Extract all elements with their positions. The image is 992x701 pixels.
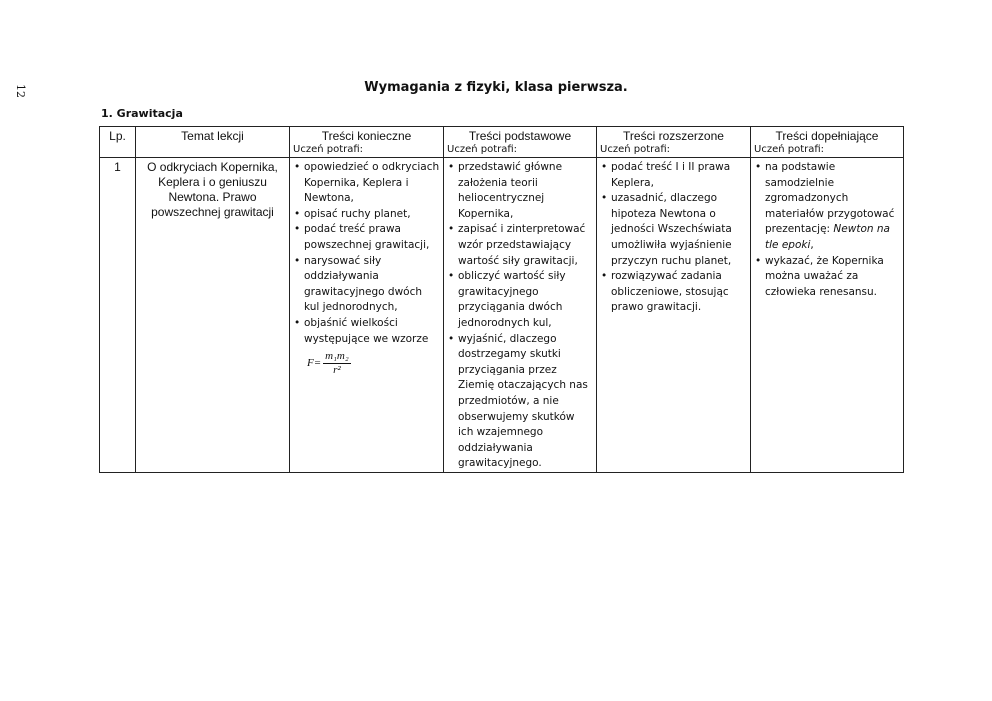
list-item: • rozwiązywać zadania obliczeniowe, stosując prawo grawitacji.	[600, 269, 747, 316]
rozszerzone-cell	[597, 158, 751, 473]
header-podstawowe: Treści podstawowe Uczeń potrafi:	[444, 127, 597, 158]
document-title: Wymagania z fizyki, klasa pierwsza.	[364, 80, 628, 95]
header-dopelniajace: Treści dopełniające Uczeń potrafi:	[751, 127, 904, 158]
list-item: • wyjaśnić, dlaczego dostrzegamy skutki przyciągania przez Ziemię otaczających nas przedmiotów, a nie obserwujemy skutków ich wzajemnego oddziaływania grawitacyjnego.	[447, 332, 593, 472]
section-heading: 1. Grawitacja	[101, 107, 183, 120]
lesson-topic: O odkryciach Kopernika, Keplera i o geniuszu Newtona. Prawo powszechnej grawitacji	[136, 158, 290, 473]
list-item: • podać treść prawa powszechnej grawitacji,	[293, 222, 440, 253]
header-sub: Uczeń potrafi:	[600, 144, 671, 155]
header-lp: Lp.	[100, 127, 136, 158]
list-item: • opisać ruchy planet,	[293, 207, 440, 223]
formula-lhs: F=	[307, 357, 322, 370]
requirements-table	[99, 126, 904, 473]
dopelniajace-cell	[751, 158, 904, 473]
konieczne-cell	[290, 158, 444, 473]
header-sub: Uczeń potrafi:	[293, 144, 364, 155]
list-item: • uzasadnić, dlaczego hipoteza Newtona o jedności Wszechświata umożliwiła wyjaśnienie przyczyn ruchu planet,	[600, 191, 747, 269]
list-item: • zapisać i zinterpretować wzór przedstawiający wartość siły grawitacji,	[447, 222, 593, 269]
list-item: • przedstawić główne założenia teorii heliocentrycznej Kopernika,	[447, 160, 593, 222]
formula-denominator: r²	[333, 363, 341, 376]
list-item: • narysować siły oddziaływania grawitacyjnego dwóch kul jednorodnych,	[293, 254, 440, 316]
page-number: 12	[14, 84, 27, 98]
table-row	[100, 158, 904, 473]
list-item: • wykazać, że Kopernika można uważać za człowieka renesansu.	[754, 254, 900, 301]
formula-numerator: m₁m₂	[325, 349, 349, 362]
list-item: • podać treść I i II prawa Keplera,	[600, 160, 747, 191]
header-topic: Temat lekcji	[136, 127, 290, 158]
table-header-row	[100, 127, 904, 158]
list-item: • na podstawie samodzielnie zgromadzonych materiałów przygotować prezentację: Newton na tle epoki,	[754, 160, 900, 254]
header-konieczne: Treści konieczne Uczeń potrafi:	[290, 127, 444, 158]
list-item: • objaśnić wielkości występujące we wzorze	[293, 316, 440, 347]
header-rozszerzone: Treści rozszerzone Uczeń potrafi:	[597, 127, 751, 158]
row-number: 1	[100, 158, 136, 473]
presentation-title: Newton na tle epoki	[765, 223, 890, 251]
list-item: • obliczyć wartość siły grawitacyjnego przyciągania dwóch jednorodnych kul,	[447, 269, 593, 331]
gravity-formula	[293, 347, 440, 379]
header-sub: Uczeń potrafi:	[754, 144, 825, 155]
header-sub: Uczeń potrafi:	[447, 144, 518, 155]
podstawowe-cell	[444, 158, 597, 473]
list-item: • opowiedzieć o odkryciach Kopernika, Keplera i Newtona,	[293, 160, 440, 207]
